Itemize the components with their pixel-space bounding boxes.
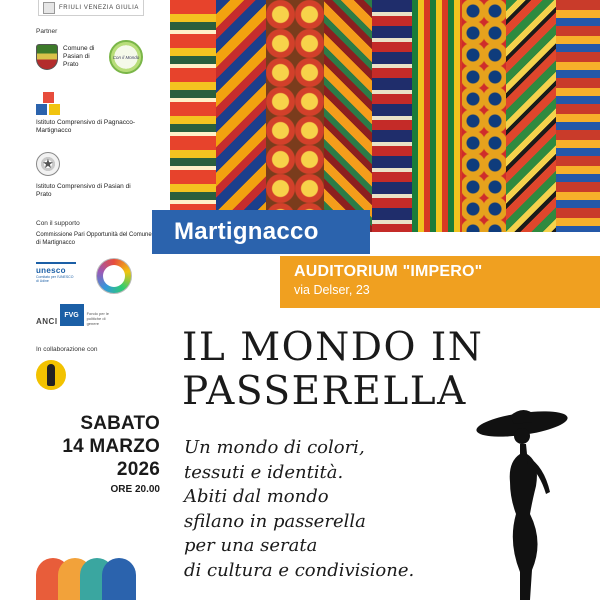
event-time: ORE 20.00: [110, 484, 160, 495]
anci-fvg-logo: [36, 304, 111, 326]
event-date-value: 14 MARZO: [62, 436, 160, 457]
collaboration-logo-icon: [36, 360, 66, 390]
republic-star-emblem-icon: ★: [36, 152, 60, 176]
venue-banner: [280, 256, 600, 308]
istituto-pasian-label: Istituto Comprensivo di Pasian di Prato: [36, 183, 131, 198]
con-il-mondo-logo: [109, 40, 143, 74]
con-il-mondo-label: Con il Mondo: [112, 54, 140, 60]
description-line: di cultura e condivisione.: [184, 559, 415, 581]
city-name: Martignacco: [174, 218, 319, 245]
unesco-word: unesco: [36, 266, 66, 275]
heads-illustration-icon: [36, 540, 146, 600]
event-year: 2026: [116, 459, 160, 480]
city-banner: [152, 210, 370, 254]
event-title: [182, 326, 572, 414]
partner-label: Partner: [36, 28, 58, 35]
event-description: [184, 436, 474, 583]
description-line: per una serata: [184, 535, 318, 556]
event-title-line2: PASSERELLA: [182, 369, 467, 414]
venue-name: AUDITORIUM "IMPERO": [294, 263, 483, 280]
description-line: Abiti dal mondo: [184, 486, 329, 507]
istituto-pagnacco-logo-icon: [36, 92, 62, 116]
istituto-pagnacco-label: Istituto Comprensivo di Pagnacco-Martignacco: [36, 119, 135, 134]
region-label: FRIULI VENEZIA GIULIA: [59, 4, 139, 11]
commissione-label: Commissione Pari Opportunità del Comune di Martignacco: [36, 232, 152, 246]
anci-word: ANCI: [36, 317, 58, 326]
event-day: SABATO: [80, 413, 160, 434]
fvg-mark: FVG: [60, 304, 84, 326]
event-title-line1: IL MONDO IN: [182, 325, 484, 370]
description-line: Un mondo di colori,: [184, 437, 365, 458]
gibella-logo-icon: [96, 258, 132, 294]
unesco-sub: Comitato per l'UNESCO di Udine: [36, 275, 74, 283]
event-date: [62, 412, 160, 495]
description-line: tessuti e identità.: [184, 461, 344, 483]
description-line: sfilano in passerella: [184, 510, 366, 532]
unesco-logo: [36, 262, 76, 283]
fvg-sub: Fondo per le politiche di genere: [86, 311, 110, 326]
region-logo: [38, 0, 144, 16]
sponsor-sidebar: [0, 0, 168, 600]
comune-crest-icon: [36, 44, 58, 70]
collaborazione-label: In collaborazione con: [36, 346, 98, 353]
woman-silhouette-icon: [470, 402, 580, 600]
region-emblem-icon: [43, 2, 55, 14]
supporto-label: Con il supporto: [36, 220, 80, 227]
partner-logos: [36, 40, 143, 74]
fabric-collage-image: [170, 0, 600, 232]
comune-pasian-label: Comune di Pasian di Prato: [63, 45, 95, 68]
venue-address: via Delser, 23: [294, 283, 370, 297]
